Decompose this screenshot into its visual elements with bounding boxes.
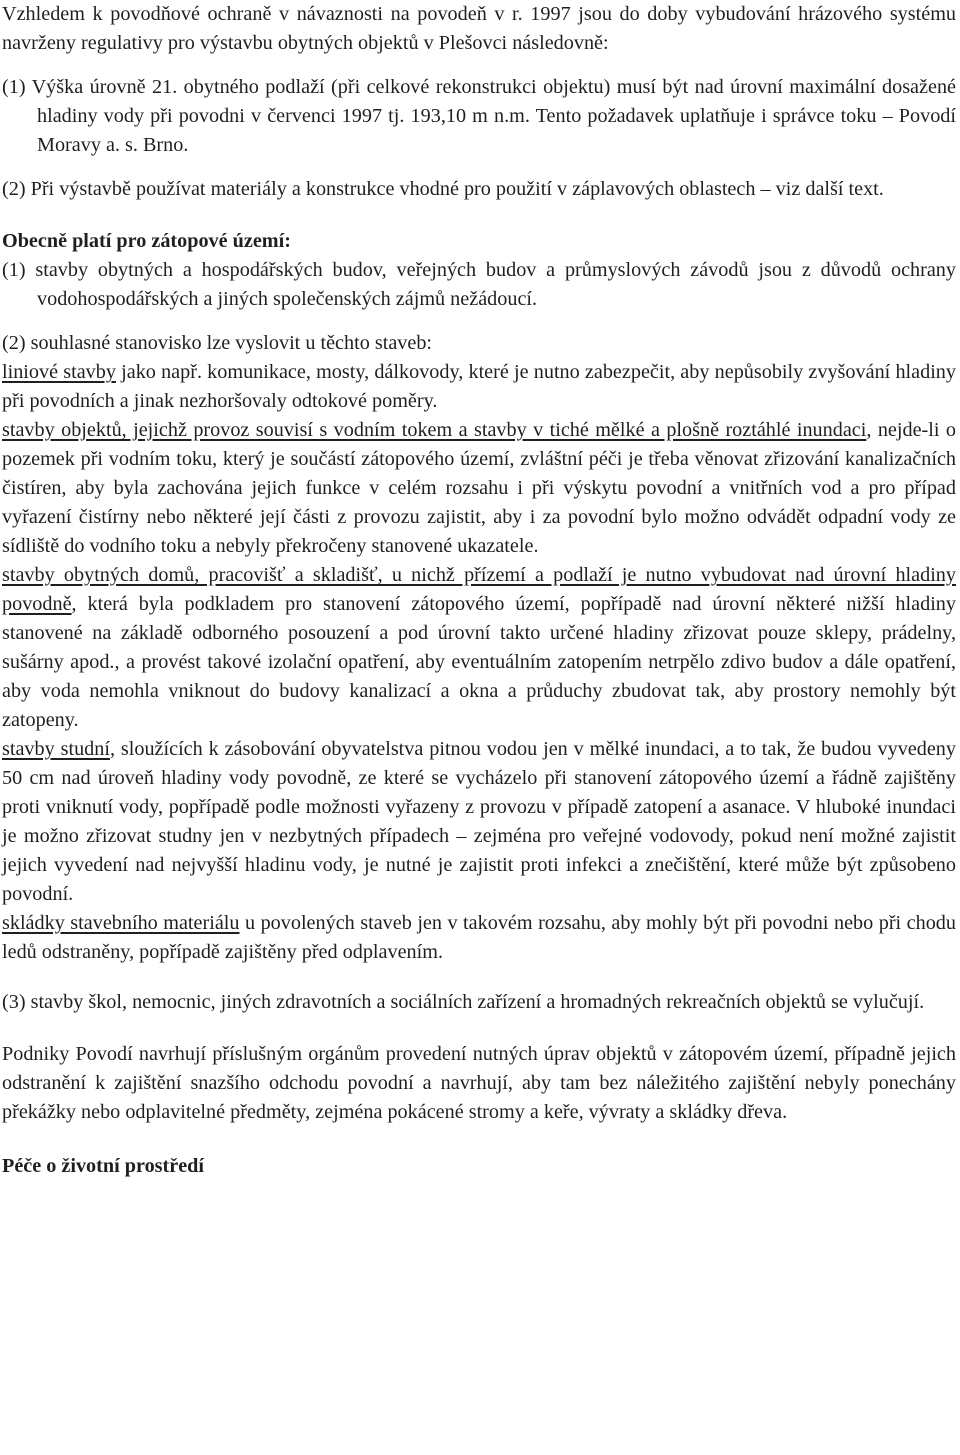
general-item-2-number: (2) xyxy=(2,332,26,354)
entry-wells xyxy=(2,735,956,909)
entry-linear-structures xyxy=(2,358,956,416)
section-heading-environment: Péče o životní prostředí xyxy=(2,1155,205,1177)
general-item-1 xyxy=(2,256,956,314)
entry-material-storage xyxy=(2,909,956,967)
general-heading: Obecně platí pro zátopové území: xyxy=(2,230,291,252)
general-item-3-number: (3) xyxy=(2,991,26,1013)
entry-term: skládky stavebního materiálu xyxy=(2,912,240,934)
rule-1-text: Výška úrovně 21. obytného podlaží (při celkové rekonstrukci objektu) musí být nad úrovní maximální dosažené hladiny vody při povodni v červenci 1997 tj. 193,10 m n.m. Tento požadavek uplatňuje i správce toku – Povodí Moravy a. s. Brno. xyxy=(31,76,956,156)
entry-term: stavby obytných domů, pracovišť a skladišť, u nichž přízemí a podlaží je nutno vybudovat nad úrovní hladiny povodně xyxy=(2,564,956,615)
intro-paragraph: Vzhledem k povodňové ochraně v návaznosti na povodeň v r. 1997 jsou do doby vybudování hrázového systému navrženy regulativy pro výstavbu obytných objektů v Plešovci následovně: xyxy=(2,3,956,54)
entry-text: jako např. komunikace, mosty, dálkovody, které je nutno zabezpečit, aby nepůsobily zvyšování hladiny při povodních a jinak nezhoršovaly odtokové poměry. xyxy=(2,361,956,412)
general-item-2 xyxy=(2,329,956,358)
general-item-1-number: (1) xyxy=(2,259,26,281)
entry-water-related-structures xyxy=(2,416,956,561)
general-item-3-text: stavby škol, nemocnic, jiných zdravotních a sociálních zařízení a hromadných rekreačních objektů se vylučují. xyxy=(30,991,925,1013)
entry-term: stavby objektů, jejichž provoz souvisí s vodním tokem a stavby v tiché mělké a plošně roztáhlé inundaci xyxy=(2,419,867,441)
closing-paragraph: Podniky Povodí navrhují příslušným orgánům provedení nutných úprav objektů v zátopovém území, případně jejich odstranění k zajištění snazšího odchodu povodní a navrhují, aby tam bez náležitého zajištění nebyly ponechány překážky nebo odplavitelné předměty, zejména pokácené stromy a keře, vývraty a skládky dřeva. xyxy=(2,1043,956,1123)
rule-1-number: (1) xyxy=(2,76,26,98)
entry-term: liniové stavby xyxy=(2,361,116,383)
general-item-2-text: souhlasné stanovisko lze vyslovit u těchto staveb: xyxy=(30,332,433,354)
rule-2-text: Při výstavbě používat materiály a konstrukce vhodné pro použití v záplavových oblastech – viz další text. xyxy=(30,178,884,200)
entry-text: , nejde-li o pozemek při vodním toku, který je součástí zátopového území, zvláštní péči je třeba věnovat zřizování kanalizačních čistíren, aby byla zachována jejich funkce v celém rozsahu i při výskytu povodní a vnitřních vod a pro případ vyřazení čistírny nebo některé její části z provozu zajistit, aby i za povodní bylo možno odvádět odpadní vody ze sídliště do vodního toku a nebyly překročeny stanovené ukazatele. xyxy=(2,419,956,557)
entry-text: , která byla podkladem pro stanovení zátopového území, popřípadě nad úrovní některé nižší hladiny stanovené na základě odborného posouzení a pod úrovní takto určené hladiny zřizovat pouze sklepy, prádelny, sušárny apod., a provést takové izolační opatření, aby eventuálním zatopením netrpělo zdivo budov a dále opatření, aby voda nemohla vniknout do budovy kanalizací a okna a průduchy zbudovat tak, aby prostory nemohly být zatopeny. xyxy=(2,593,956,731)
general-item-3 xyxy=(2,988,956,1017)
rule-2 xyxy=(2,175,956,204)
entry-text: , sloužících k zásobování obyvatelstva pitnou vodou jen v mělké inundaci, a to tak, že budou vyvedeny 50 cm nad úroveň hladiny vody povodně, ze které se vycházelo při stanovení zátopového území a řádně zajištěny proti vniknutí vody, popřípadě podle možnosti vyřazeny z provozu v případě zatopení a asanace. V hluboké inundaci je možno zřizovat studny jen v nezbytných případech – zejména pro veřejné vodovody, pokud není možné zajistit jejich vyvedení nad nejvyšší hladinu vody, je nutné je zajistit proti infekci a znečištění, které může být způsobeno povodní. xyxy=(2,738,956,905)
entry-residential-buildings xyxy=(2,561,956,735)
entry-text: u povolených staveb jen v takovém rozsahu, aby mohly být při povodni nebo při chodu ledů odstraněny, popřípadě zajištěny před odplavením. xyxy=(2,912,956,963)
entry-term: stavby studní xyxy=(2,738,110,760)
rule-2-number: (2) xyxy=(2,178,26,200)
rule-1 xyxy=(2,73,956,160)
general-item-1-text: stavby obytných a hospodářských budov, veřejných budov a průmyslových závodů jsou z důvodů ochrany vodohospodářských a jiných společenských zájmů nežádoucí. xyxy=(35,259,956,310)
